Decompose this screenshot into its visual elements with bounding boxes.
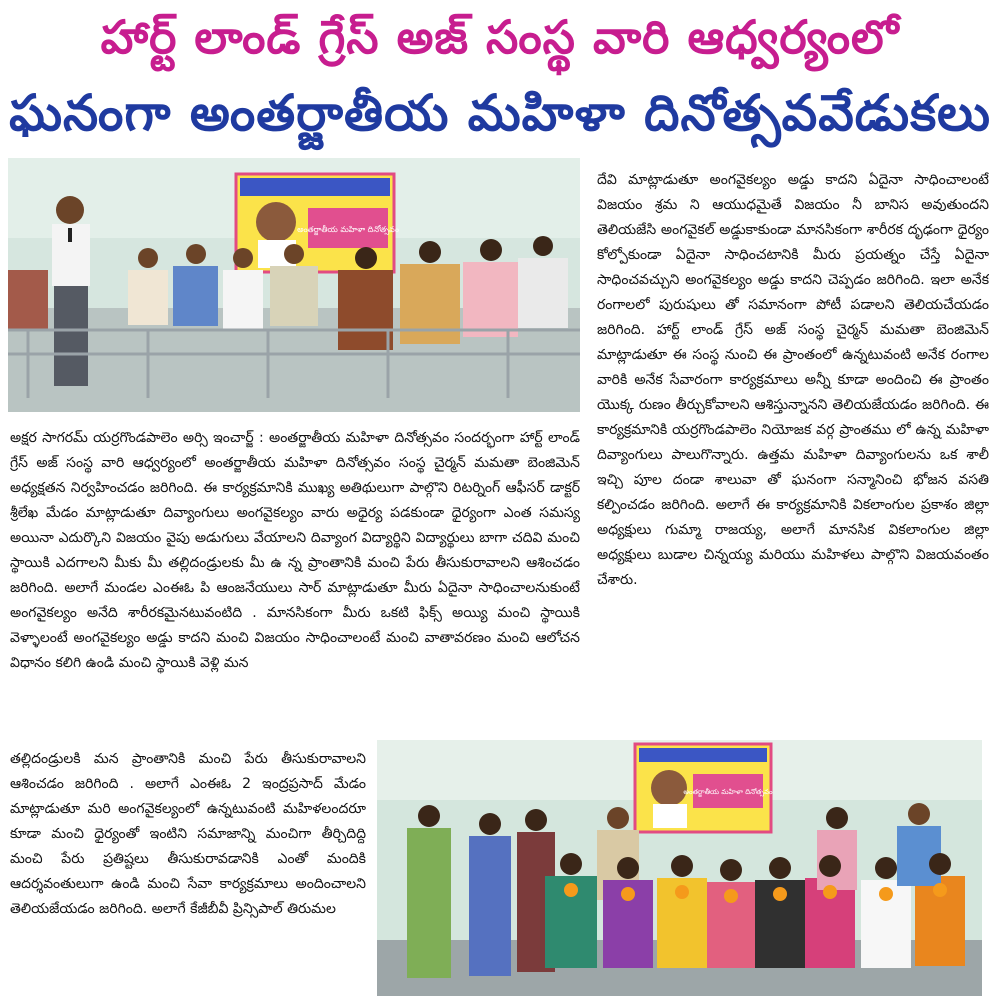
article-right-text: దేవి మాట్లాడుతూ అంగవైకల్యం అడ్డు కాదని ఏదైనా సాధించాలంటే విజయం శ్రమ ని ఆయుధమైతే విజయం నీ బానిస అవుతుందని తెలియజేసి అంగవైకల్ అడ్డుకాకుండా మానసికంగా శారీరక దృఢంగా ధైర్యం కోల్పోకుండా ఏదైనా సాధించటానికి మీరు ప్రయత్నం చేస్తే ఏదైనా సాధించవచ్చుని అంగవైకల్యం అడ్డు కాదని చెప్పడం జరిగింది. ఇలా అనేక రంగాలలో పురుషులు తో సమానంగా పోటీ పడాలని తెలియచేయడం జరిగింది. హార్ట్ లాండ్ గ్రేస్ అజ్ సంస్థ చైర్మన్ మమతా బెంజిమెన్ మాట్లాడుతూ ఈ సంస్థ నుంచి ఈ ప్రాంతంలో ఉన్నటువంటి అనేక రంగాల వారికి అనేక సేవారంగా కార్యక్రమాలు అన్నీ కూడా అందించి ఈ ప్రాంతం యొక్క రుణం తీర్చుకోవాలని ఆశిస్తున్నానని తెలియజేయడం జరిగింది. ఈ కార్యక్రమానికి యర్రగొండపాలెం నియోజక వర్గ ప్రాంతము లో ఉన్న మహిళా దివ్యాంగులు పాలుగొన్నారు. ఉత్తమ మహిళా దివ్యాంగులను ఒక శాలీ ఇచ్చి పూల దండా శాలువా తో ఘనంగా సన్మానించి భోజన వసతి కల్పించడం జరిగింది. అలాగే ఈ కార్యక్రమానికి వికలాంగుల ప్రకాశం జిల్లా అధ్యక్షులు గుమ్మా రాజయ్య, అలాగే మానసిక వికలాంగుల జిల్లా అధ్యక్షులు బుడాల చిన్నయ్య మరియు మహిళలు పాల్గొని విజయవంతం చేశారు.	[597, 172, 989, 588]
banner-bottom-text: అంతర్జాతీయ మహిళా దినోత్సవం	[683, 788, 773, 796]
article-main-column	[10, 426, 580, 731]
speaker-figure	[52, 196, 90, 386]
event-photo-honourees	[377, 740, 982, 996]
article-bottom-text: తల్లిదండ్రులకి మన ప్రాంతానికి మంచి పేరు తీసుకురావాలని ఆశించడం జరిగింది . అలాగే ఎంఈఓ 2 ఇంద్రప్రసాద్ మేడం మాట్లాడుతూ మరి అంగవైకల్యంలో ఉన్నటువంటి మహిళలందరూ కూడా మంచి ధైర్యంతో ఇంటిని సమాజాన్ని మంచిగా తీర్చిదిద్ది మంచి పేరు ప్రతిష్టలు తీసుకురావడానికి ఎంతో మందికి ఆదర్శవంతులుగా ఉండి మంచి సేవా కార్యక్రమాలు అందించాలని తెలియజేయడం జరిగింది. అలాగే కేజీబీవీ ప్రిన్సిపాల్ తిరుమల	[10, 751, 366, 917]
banner-title-text: అంతర్జాతీయ మహిళా దినోత్సవం	[297, 225, 399, 234]
headline-line-2: ఘనంగా అంతర్జాతీయ మహిళా దినోత్సవవేడుకలు	[9, 84, 991, 142]
article-bottom-column	[10, 747, 366, 992]
article-main-text: అక్షర సాగరమ్ యర్రగొండపాలెం అర్సి ఇంచార్జ్ : అంతర్జాతీయ మహిళా దినోత్సవం సందర్భంగా హార్ట్ లాండ్ గ్రేస్ అజ్ సంస్థ వారి ఆధ్వర్యంలో అంతర్జాతీయ మహిళా దినోత్సవం సంస్థ చైర్మన్ మమతా బెంజిమెన్ అధ్యక్షతన నిర్వహించడం జరిగింది. ఈ కార్యక్రమానికి ముఖ్య అతిథులుగా పాల్గొని రిటర్నింగ్ ఆఫీసర్ డాక్టర్ శ్రీలేఖ మేడం మాట్లాడుతూ దివ్యాంగులు అంగవైకల్యం వారు అధైర్య పడకుండా ధైర్యంగా ఎంత సమస్య అయినా ఎదుర్కొని విజయం వైపు అడుగులు వేయాలని దివ్యాంగ విద్యార్థిని విద్యార్థులు బాగా చదివి మంచి స్థాయికి ఎదగాలని మీకు మీ తల్లిదండ్రులకు మీ ఉ న్న ప్రాంతానికి మంచి పేరు తీసుకురావాలని ఆశించడం జరిగింది. అలాగే మండల ఎంఈఓ పి ఆంజనేయులు సార్ మాట్లాడుతూ మీరు ఏదైనా సాధించాలనుకుంటే అంగవైకల్యం అనేది శారీరకమైనటువంటిది . మానసికంగా మీరు ఒకటి ఫిక్స్ అయ్యి మంచి స్థాయికి వెళ్ళాలంటే అంగవైకల్యం అడ్డు కాదని మంచి విజయం సాధించాలంటే మంచి వాతావరణం మంచి ఆలోచన విధానం కలిగి ఉండి మంచి స్థాయికి వెళ్లి మన	[10, 430, 580, 671]
article-right-column	[597, 168, 989, 723]
event-photo-stage	[8, 158, 580, 412]
headline-line-1: హార్ట్ లాండ్ గ్రేస్ అజ్ సంస్థ వారి ఆధ్వర్యంలో	[100, 10, 900, 64]
event-banner-bottom	[635, 744, 773, 832]
